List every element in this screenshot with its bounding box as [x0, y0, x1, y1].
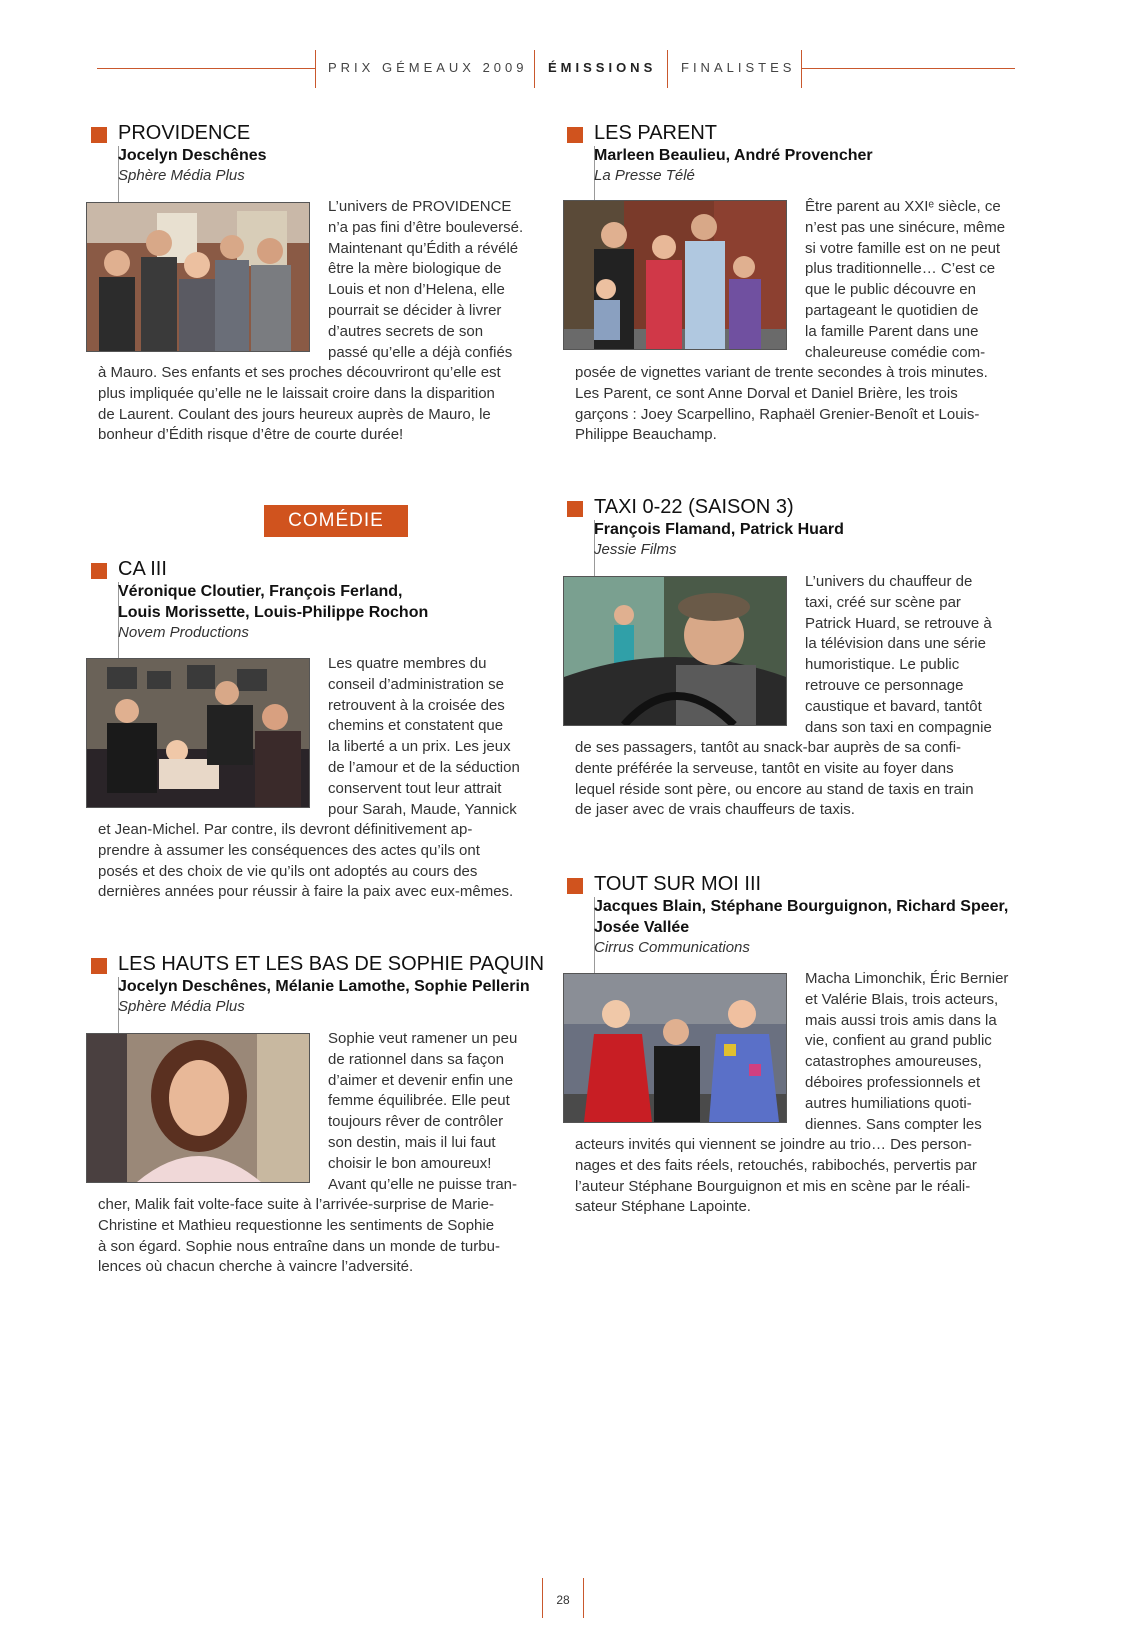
text-line: cher, Malik fait volte-face suite à l’arrivée-surprise de Marie- — [98, 1196, 494, 1213]
text-line: caustique et bavard, tantôt — [805, 697, 982, 715]
text-line: sateur Stéphane Lapointe. — [575, 1198, 751, 1216]
text-line: diennes. Sans compter les — [805, 1115, 982, 1133]
text-line: la télévision dans une série — [805, 635, 986, 653]
text-line: Maintenant qu’Édith a révélé — [328, 239, 519, 257]
text-line: dente préférée la serveuse, tantôt en visite au foyer dans — [575, 759, 954, 777]
text-line: toujours rêver de contrôler — [328, 1113, 504, 1131]
text-line: vie, confient au grand public — [805, 1032, 992, 1050]
header-right-label: FINALISTES — [681, 60, 796, 75]
section-marker — [91, 563, 107, 579]
text-line: d’aimer et devenir enfin une — [328, 1071, 514, 1089]
text-line: dans son taxi en compagnie — [805, 718, 992, 736]
show-credits: Jocelyn Deschênes, Mélanie Lamothe, Sophie Pellerin — [118, 978, 530, 995]
show-text-full — [98, 820, 558, 903]
text-line: Les quatre membres du — [328, 655, 487, 672]
credit-line: Véronique Cloutier, François Ferland, — [118, 583, 403, 600]
text-line: plus traditionnelle… C’est ce — [805, 260, 996, 278]
text-line: Christine et Mathieu requestionne les sentiments de Sophie — [98, 1216, 495, 1234]
header-center-label: ÉMISSIONS — [548, 60, 657, 75]
show-text-side — [805, 969, 1020, 1135]
section-marker — [567, 127, 583, 143]
text-line: que le public découvre en — [805, 281, 976, 299]
text-line: L’univers du chauffeur de — [805, 573, 973, 590]
text-line: n’a pas fini d’être bouleversé. — [328, 218, 524, 236]
show-title: TOUT SUR MOI III — [594, 873, 762, 895]
text-line: de l’amour et de la séduction — [328, 758, 520, 776]
text-line: son destin, mais il lui faut — [328, 1133, 496, 1151]
text-line: taxi, créé sur scène par — [805, 593, 961, 611]
three-friends-photo — [563, 973, 787, 1123]
cast-group-photo — [86, 202, 310, 352]
text-line: femme équilibrée. Elle peut — [328, 1092, 510, 1110]
text-line: partageant le quotidien de — [805, 301, 979, 319]
show-text-full — [575, 363, 1035, 446]
text-line: l’auteur Stéphane Bourguignon et mis en scène par le réali- — [575, 1177, 971, 1195]
text-line: prendre à assumer les conséquences des actes qu’ils ont — [98, 841, 480, 859]
text-line: nages et des faits réels, retouchés, rabibochés, pervertis par — [575, 1156, 977, 1174]
text-line: la liberté a un prix. Les jeux — [328, 738, 511, 756]
show-title: LES HAUTS ET LES BAS DE SOPHIE PAQUIN — [118, 953, 545, 975]
text-line: chaleureuse comédie com- — [805, 343, 986, 361]
text-line: lequel réside sont père, ou encore au stand de taxis en train — [575, 780, 974, 798]
show-production: Jessie Films — [594, 541, 677, 558]
text-line: d’autres secrets de son — [328, 322, 484, 340]
credit-line: Josée Vallée — [594, 919, 690, 936]
text-line: de ses passagers, tantôt au snack-bar auprès de sa confi- — [575, 739, 962, 756]
text-line: Avant qu’elle ne puisse tran- — [328, 1175, 518, 1193]
show-credits — [594, 896, 1008, 938]
text-line: déboires professionnels et — [805, 1073, 981, 1091]
text-line: Être parent au XXIᵉ siècle, ce — [805, 198, 1001, 215]
text-line: pour Sarah, Maude, Yannick — [328, 800, 517, 818]
show-credits — [118, 581, 428, 623]
text-line: si votre famille est on ne peut — [805, 239, 1001, 257]
header-divider — [315, 50, 316, 88]
text-line: de rationnel dans sa façon — [328, 1050, 504, 1068]
text-line: conseil d’administration se — [328, 675, 504, 693]
show-text-full — [575, 738, 1035, 821]
header-divider — [801, 50, 802, 88]
text-line: plus impliquée qu’elle ne le laissait croire dans la disparition — [98, 384, 495, 402]
credit-line: Louis Morissette, Louis-Philippe Rochon — [118, 604, 429, 621]
header-divider — [667, 50, 668, 88]
page-number: 28 — [556, 1593, 570, 1607]
text-line: garçons : Joey Scarpellino, Raphaël Grenier-Benoît et Louis- — [575, 405, 980, 423]
text-line: chemins et constatent que — [328, 717, 504, 735]
category-badge: COMÉDIE — [264, 505, 408, 537]
show-title: PROVIDENCE — [118, 122, 251, 144]
credit-line: Jacques Blain, Stéphane Bourguignon, Richard Speer, — [594, 898, 1009, 915]
text-line: pourrait se décider à livrer — [328, 301, 502, 319]
show-title: CA III — [118, 558, 167, 580]
header-left-label: PRIX GÉMEAUX 2009 — [328, 60, 528, 75]
text-line: mais aussi trois amis dans la — [805, 1011, 997, 1029]
show-text-side — [328, 654, 543, 820]
section-marker — [91, 958, 107, 974]
text-line: de Laurent. Coulant des jours heureux auprès de Mauro, le — [98, 405, 491, 423]
text-line: Philippe Beauchamp. — [575, 426, 717, 444]
family-photo — [563, 200, 787, 350]
text-line: Sophie veut ramener un peu — [328, 1030, 518, 1047]
section-marker — [567, 878, 583, 894]
text-line: à Mauro. Ses enfants et ses proches découvriront qu’elle est — [98, 364, 501, 381]
text-line: Patrick Huard, se retrouve à — [805, 614, 992, 632]
text-line: choisir le bon amoureux! — [328, 1154, 492, 1172]
show-production: La Presse Télé — [594, 167, 695, 184]
show-text-side — [328, 1029, 543, 1195]
show-text-full — [98, 1195, 558, 1278]
text-line: à son égard. Sophie nous entraîne dans un monde de turbu- — [98, 1237, 500, 1255]
show-title: TAXI 0-22 (SAISON 3) — [594, 496, 794, 518]
show-text-full — [575, 1135, 1035, 1218]
text-line: L’univers de PROVIDENCE — [328, 198, 512, 215]
header-divider — [534, 50, 535, 88]
text-line: de jaser avec de vrais chauffeurs de taxis. — [575, 801, 855, 819]
portrait-photo — [86, 1033, 310, 1183]
text-line: et Valérie Blais, trois acteurs, — [805, 990, 999, 1008]
text-line: humoristique. Le public — [805, 656, 960, 674]
taxi-driver-photo — [563, 576, 787, 726]
text-line: passé qu’elle a déjà confiés — [328, 343, 513, 361]
show-title: LES PARENT — [594, 122, 717, 144]
show-text-full — [98, 363, 558, 446]
text-line: bonheur d’Édith risque d’être de courte durée! — [98, 426, 404, 444]
page-number-divider — [542, 1578, 543, 1618]
text-line: être la mère biologique de — [328, 260, 502, 278]
show-text-side — [805, 197, 1020, 363]
show-credits: François Flamand, Patrick Huard — [594, 521, 844, 538]
show-production: Cirrus Communications — [594, 939, 750, 956]
text-line: posée de vignettes variant de trente secondes à trois minutes. — [575, 364, 988, 381]
show-production: Sphère Média Plus — [118, 167, 245, 184]
text-line: posés et des choix de vie qu’ils ont adoptés au cours des — [98, 862, 478, 880]
page-number-divider — [583, 1578, 584, 1618]
show-production: Novem Productions — [118, 624, 249, 641]
text-line: Louis et non d’Helena, elle — [328, 281, 505, 299]
header-rule-right — [801, 68, 1015, 69]
text-line: n’est pas une sinécure, même — [805, 218, 1006, 236]
text-line: Les Parent, ce sont Anne Dorval et Daniel Brière, les trois — [575, 384, 958, 402]
text-line: lences où chacun cherche à vaincre l’adversité. — [98, 1258, 414, 1276]
text-line: et Jean-Michel. Par contre, ils devront définitivement ap- — [98, 821, 473, 838]
text-line: autres humiliations quoti- — [805, 1094, 972, 1112]
text-line: dernières années pour réussir à faire la paix avec eux-mêmes. — [98, 883, 514, 901]
text-line: conservent tout leur attrait — [328, 779, 502, 797]
text-line: retrouvent à la croisée des — [328, 696, 505, 714]
header-rule-left — [97, 68, 315, 69]
text-line: la famille Parent dans une — [805, 322, 979, 340]
show-credits: Jocelyn Deschênes — [118, 147, 267, 164]
text-line: catastrophes amoureuses, — [805, 1053, 982, 1071]
section-marker — [91, 127, 107, 143]
show-credits: Marleen Beaulieu, André Provencher — [594, 147, 873, 164]
show-text-side — [805, 572, 1020, 738]
couch-group-photo — [86, 658, 310, 808]
show-text-side — [328, 197, 543, 363]
text-line: acteurs invités qui viennent se joindre au trio… Des person- — [575, 1136, 972, 1153]
show-production: Sphère Média Plus — [118, 998, 245, 1015]
text-line: retrouve ce personnage — [805, 676, 964, 694]
section-marker — [567, 501, 583, 517]
text-line: Macha Limonchik, Éric Bernier — [805, 970, 1009, 987]
